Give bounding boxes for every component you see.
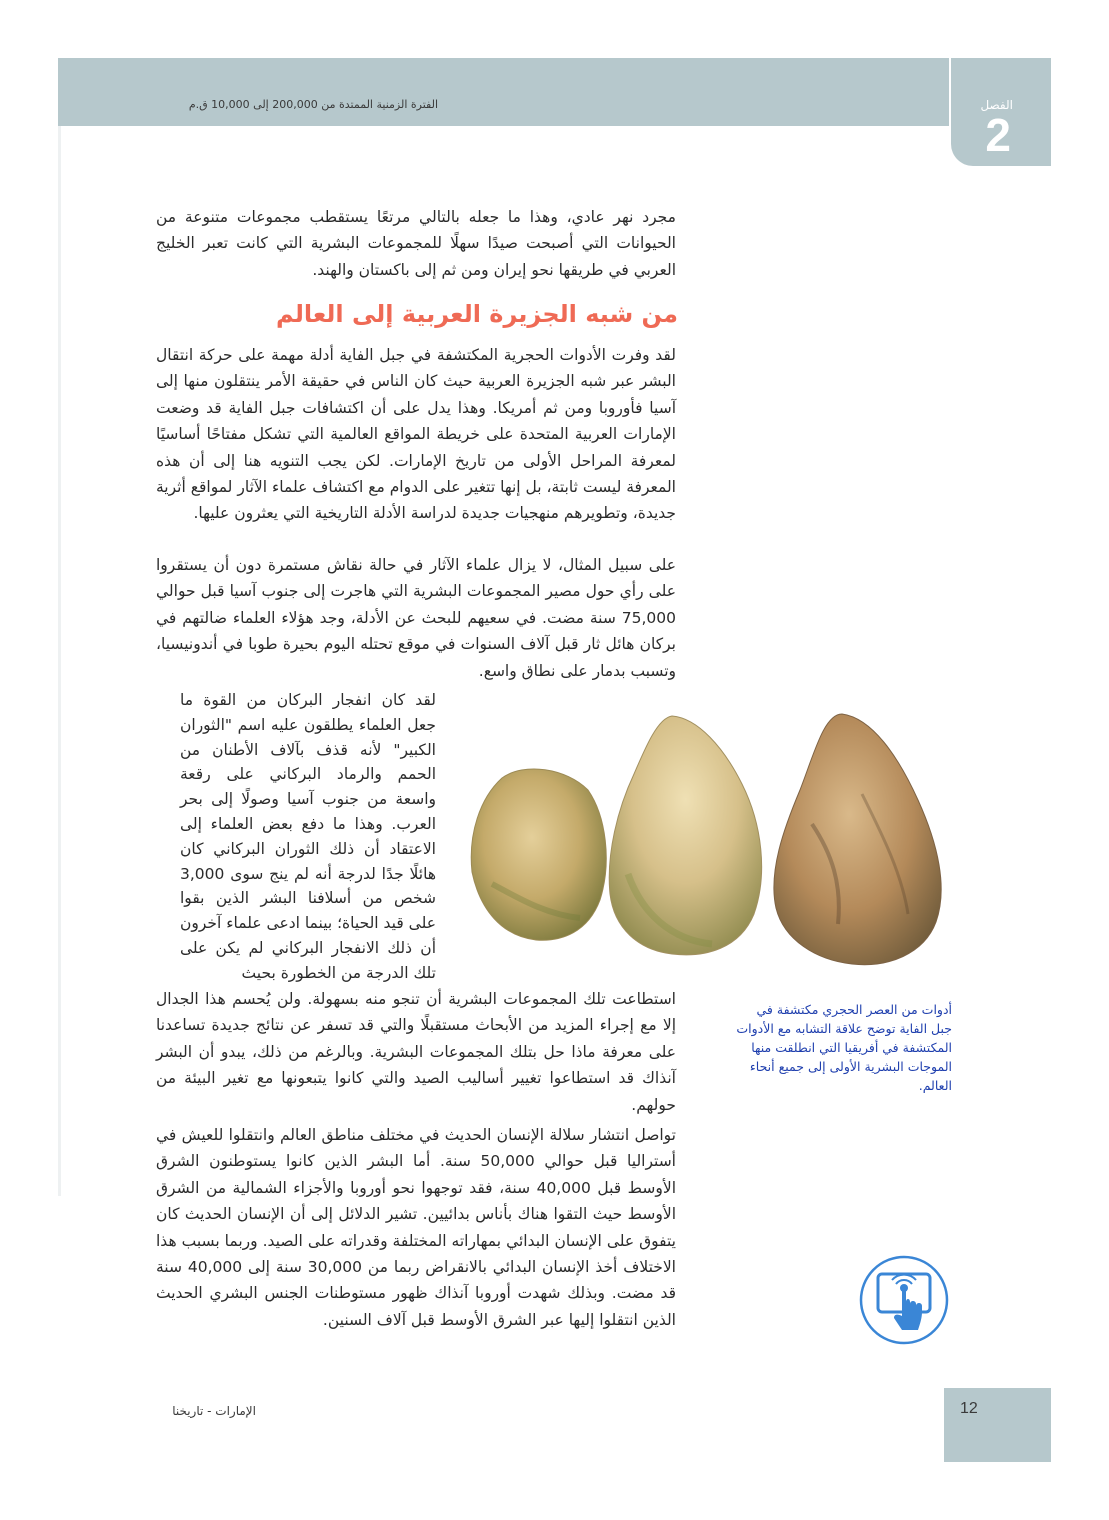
stone-tool-right-icon — [774, 714, 941, 965]
header-bar — [58, 58, 949, 126]
paragraph-1: لقد وفرت الأدوات الحجرية المكتشفة في جبل الفاية أدلة مهمة على حركة انتقال البشر عبر شبه الجزيرة العربية حيث كان الناس في حقيقة الأمر ينتقلون منها إلى آسيا فأوروبا ومن ثم أمريكا. وهذا يدل على أن اكتشافات جبل الفاية قد وضعت الإمارات العربية المتحدة على خريطة المواقع العالمية التي تشكل مفتاحًا أساسيًا لمعرفة المراحل الأولى من تاريخ الإمارات. لكن يجب التنويه هنا إلى أن هذه المعرفة ليست ثابتة، بل إنها تتغير على الدوام مع اكتشاف علماء الآثار لمواقع أثرية جديدة، وتطويرهم منهجيات جديدة لدراسة الأدلة التاريخية التي يعثرون عليها. — [156, 346, 676, 523]
chapter-label: الفصل — [980, 98, 1013, 112]
period-title: الفترة الزمنية الممتدة من 200,000 إلى 10,000 ق.م — [188, 98, 438, 111]
chapter-tab — [951, 58, 1051, 166]
stone-tools-image — [462, 704, 954, 976]
page-edge-line — [58, 126, 61, 1196]
paragraph-3-continued: استطاعت تلك المجموعات البشرية أن تنجو منه بسهولة. ولن يُحسم هذا الجدال إلا مع إجراء المزيد من الأبحاث مستقبلًا والتي قد تسفر عن نتائج جديدة تساعدنا على معرفة ماذا حل بتلك المجموعات البشرية. وبالرغم من ذلك، يبدو أن البشر آنذاك قد استطاعوا تغيير أساليب الصيد والتي كانوا يتبعونها مع تغير البيئة من حولهم. — [156, 990, 676, 1114]
stone-tool-left-icon — [471, 769, 606, 940]
paragraph-3-column: لقد كان انفجار البركان من القوة ما جعل العلماء يطلقون عليه اسم "الثوران الكبير" لأنه قذف بآلاف الأطنان من الحمم والرماد البركاني على رقعة واسعة من جنوب آسيا وصولًا إلى بحر العرب. وهذا ما دفع بعض العلماء إلى الاعتقاد أن ذلك الثوران البركاني كان هائلًا جدًا لدرجة أنه لم ينج سوى 3,000 شخص من أسلافنا البشر الذين بقوا على قيد الحياة؛ بينما ادعى علماء آخرون أن ذلك الانفجار البركاني لم يكن على تلك الدرجة من الخطورة بحيث — [180, 691, 436, 982]
chapter-number: 2 — [985, 109, 1011, 161]
book-title: الإمارات - تاريخنا — [172, 1404, 256, 1418]
paragraph-4: تواصل انتشار سلالة الإنسان الحديث في مختلف مناطق العالم وانتقلوا للعيش في أستراليا قبل حوالي 50,000 سنة. أما البشر الذين كانوا يستوطنون الشرق الأوسط قبل 40,000 سنة، فقد توجهوا نحو أوروبا والأجزاء الشمالية من الشرق الأوسط حيث التقوا هناك بأناس بدائيين. تشير الدلائل إلى أن الإنسان الحديث كان يتفوق على الإنسان البدائي بمهاراته المختلفة وقدراته على الصيد. وربما بسبب هذا الاختلاف أخذ الإنسان البدائي بالانقراض ربما من 30,000 سنة إلى 40,000 سنة قد مضت. وبذلك شهدت أوروبا آنذاك ظهور مستوطنات الجنس البشري الحديث الذين انتقلوا إليها عبر الشرق الأوسط قبل آلاف السنين. — [156, 1126, 677, 1329]
paragraph-2: على سبيل المثال، لا يزال علماء الآثار في حالة نقاش مستمرة دون أن يستقروا على رأي حول مصير المجموعات البشرية التي هاجرت إلى جنوب آسيا قبل حوالي 75,000 سنة مضت. في سعيهم للبحث عن الأدلة، وجد هؤلاء العلماء ضالتهم في بركان هائل ثار قبل آلاف السنوات في موقع تحتله اليوم بحيرة طوبا في أندونيسيا، وتسبب بدمار على نطاق واسع. — [156, 556, 676, 680]
section-heading: من شبه الجزيرة العربية إلى العالم — [276, 300, 678, 328]
figure-caption: أدوات من العصر الحجري مكتشفة في جبل الفاية توضح علاقة التشابه مع الأدوات المكتشفة في أفريقيا التي انطلقت منها الموجات البشرية الأولى إلى جميع أنحاء العالم. — [736, 1002, 952, 1093]
stone-tool-middle-icon — [609, 716, 761, 955]
intro-paragraph: مجرد نهر عادي، وهذا ما جعله بالتالي مرتعًا يستقطب مجموعات متنوعة من الحيوانات التي أصبحت صيدًا سهلًا للمجموعات البشرية التي كانت تعبر الخليج العربي في طريقها نحو إيران ومن ثم إلى باكستان والهند. — [156, 208, 676, 279]
page-number: 12 — [960, 1400, 978, 1417]
touch-screen-icon[interactable] — [858, 1254, 950, 1346]
